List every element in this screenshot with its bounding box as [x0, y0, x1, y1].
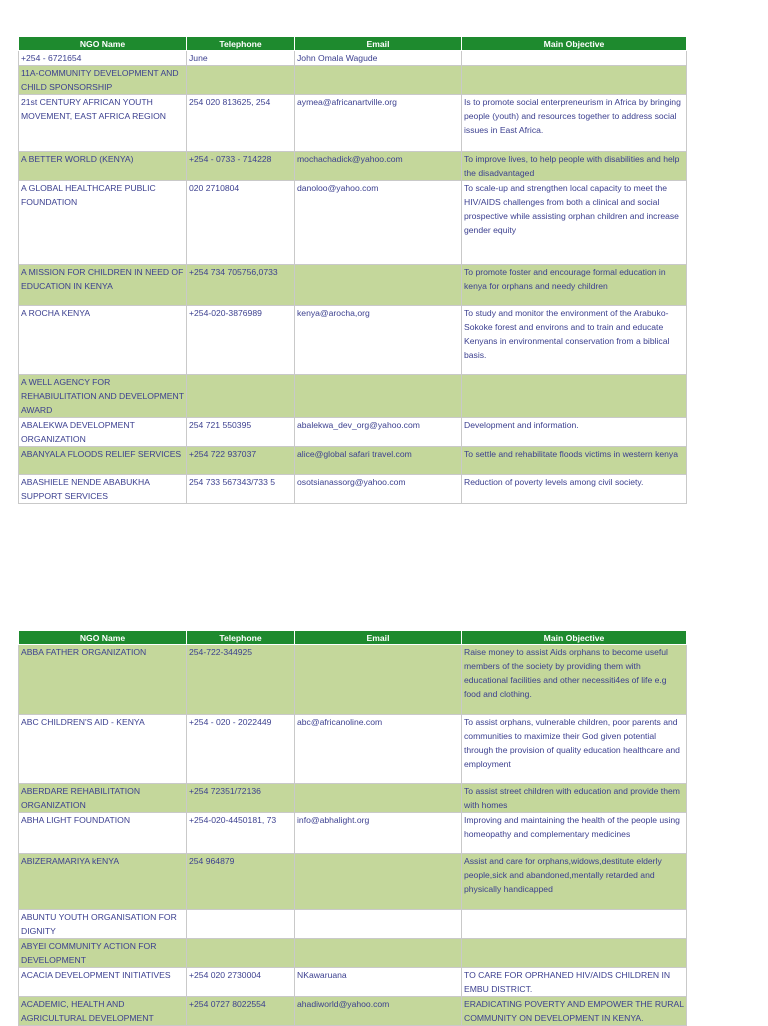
table-row [19, 152, 687, 181]
cell-telephone [187, 910, 295, 939]
table-row [19, 997, 687, 1026]
table-row [19, 968, 687, 997]
column-header-ngo-name: NGO Name [19, 37, 187, 51]
cell-email: danoloo@yahoo.com [295, 181, 462, 265]
cell-ngo-name: ABBA FATHER ORGANIZATION [19, 645, 187, 715]
column-header-ngo-name: NGO Name [19, 631, 187, 645]
cell-ngo-name: 11A-COMMUNITY DEVELOPMENT AND CHILD SPONSORSHIP [19, 66, 187, 95]
cell-email: abalekwa_dev_org@yahoo.com [295, 418, 462, 447]
cell-telephone [187, 375, 295, 418]
ngo-table-1 [18, 36, 687, 504]
cell-telephone [187, 939, 295, 968]
cell-ngo-name: +254 - 6721654 [19, 51, 187, 66]
cell-ngo-name: ABC CHILDREN'S AID - KENYA [19, 715, 187, 784]
cell-main-objective [462, 375, 687, 418]
table-row [19, 475, 687, 504]
cell-email [295, 375, 462, 418]
cell-main-objective: To assist street children with education and provide them with homes [462, 784, 687, 813]
table-row [19, 306, 687, 375]
cell-main-objective [462, 939, 687, 968]
cell-email [295, 939, 462, 968]
cell-main-objective: Development and information. [462, 418, 687, 447]
column-header-email: Email [295, 631, 462, 645]
cell-ngo-name: ABIZERAMARIYA kENYA [19, 854, 187, 910]
cell-ngo-name: A BETTER WORLD (KENYA) [19, 152, 187, 181]
cell-telephone: June [187, 51, 295, 66]
cell-main-objective: Assist and care for orphans,widows,destitute elderly people,sick and abandoned,mentally retarded and physically handicapped [462, 854, 687, 910]
cell-email: info@abhalight.org [295, 813, 462, 854]
table-row [19, 784, 687, 813]
cell-email: ahadiworld@yahoo.com [295, 997, 462, 1026]
cell-main-objective: To study and monitor the environment of the Arabuko-Sokoke forest and environs and to train and educate Kenyans in environmental conservation from a biblical basis. [462, 306, 687, 375]
cell-main-objective: To scale-up and strengthen local capacity to meet the HIV/AIDS challenges from both a clinical and social prospective while assisting orphan children and increase gender equity [462, 181, 687, 265]
cell-main-objective: To improve lives, to help people with disabilities and help the disadvantaged [462, 152, 687, 181]
cell-ngo-name: A ROCHA KENYA [19, 306, 187, 375]
column-header-main-objective: Main Objective [462, 37, 687, 51]
cell-email [295, 854, 462, 910]
cell-telephone: 020 2710804 [187, 181, 295, 265]
ngo-table-2 [18, 630, 687, 1026]
table-row [19, 66, 687, 95]
cell-main-objective [462, 51, 687, 66]
cell-telephone: +254 722 937037 [187, 447, 295, 475]
cell-ngo-name: A GLOBAL HEALTHCARE PUBLIC FOUNDATION [19, 181, 187, 265]
cell-ngo-name: A WELL AGENCY FOR REHABIULITATION AND DEVELOPMENT AWARD [19, 375, 187, 418]
table-row [19, 447, 687, 475]
column-header-main-objective: Main Objective [462, 631, 687, 645]
cell-email [295, 66, 462, 95]
cell-main-objective: Reduction of poverty levels among civil society. [462, 475, 687, 504]
cell-telephone: +254 72351/72136 [187, 784, 295, 813]
cell-ngo-name: ABALEKWA DEVELOPMENT ORGANIZATION [19, 418, 187, 447]
cell-telephone: +254 - 020 - 2022449 [187, 715, 295, 784]
cell-email: aymea@africanartville.org [295, 95, 462, 152]
cell-ngo-name: ACADEMIC, HEALTH AND AGRICULTURAL DEVELOPMENT [19, 997, 187, 1026]
cell-main-objective: To settle and rehabilitate floods victims in western kenya [462, 447, 687, 475]
cell-email: John Omala Wagude [295, 51, 462, 66]
cell-ngo-name: ACACIA DEVELOPMENT INITIATIVES [19, 968, 187, 997]
column-header-telephone: Telephone [187, 37, 295, 51]
cell-main-objective: Raise money to assist Aids orphans to become useful members of the society by providing them with educational facilities and other necessiti4es of life e.g food and clothing. [462, 645, 687, 715]
cell-ngo-name: 21st CENTURY AFRICAN YOUTH MOVEMENT, EAST AFRICA REGION [19, 95, 187, 152]
cell-ngo-name: A MISSION FOR CHILDREN IN NEED OF EDUCATION IN KENYA [19, 265, 187, 306]
cell-telephone: +254 020 2730004 [187, 968, 295, 997]
cell-main-objective: To assist orphans, vulnerable children, poor parents and communities to maximize their God given potential through the provision of quality education healthcare and employment [462, 715, 687, 784]
cell-telephone: 254 721 550395 [187, 418, 295, 447]
table-row [19, 418, 687, 447]
cell-telephone: +254 - 0733 - 714228 [187, 152, 295, 181]
cell-email [295, 784, 462, 813]
cell-telephone: 254 020 813625, 254 [187, 95, 295, 152]
table-header-row [19, 631, 687, 645]
cell-email [295, 265, 462, 306]
cell-main-objective: To promote foster and encourage formal education in kenya for orphans and needy children [462, 265, 687, 306]
cell-main-objective: ERADICATING POVERTY AND EMPOWER THE RURAL COMMUNITY ON DEVELOPMENT IN KENYA. [462, 997, 687, 1026]
table-row [19, 51, 687, 66]
cell-ngo-name: ABUNTU YOUTH ORGANISATION FOR DIGNITY [19, 910, 187, 939]
cell-email: mochachadick@yahoo.com [295, 152, 462, 181]
cell-main-objective [462, 66, 687, 95]
table-row [19, 910, 687, 939]
table-row [19, 939, 687, 968]
cell-telephone: +254-020-3876989 [187, 306, 295, 375]
table-row [19, 95, 687, 152]
cell-email: alice@global safari travel.com [295, 447, 462, 475]
table-row [19, 813, 687, 854]
table-row [19, 265, 687, 306]
table-row [19, 645, 687, 715]
column-header-telephone: Telephone [187, 631, 295, 645]
table-header-row [19, 37, 687, 51]
cell-telephone: 254-722-344925 [187, 645, 295, 715]
table-row [19, 854, 687, 910]
cell-main-objective: Improving and maintaining the health of the people using homeopathy and complementary medicines [462, 813, 687, 854]
cell-ngo-name: ABYEI COMMUNITY ACTION FOR DEVELOPMENT [19, 939, 187, 968]
cell-email [295, 645, 462, 715]
cell-email [295, 910, 462, 939]
cell-ngo-name: ABERDARE REHABILITATION ORGANIZATION [19, 784, 187, 813]
cell-main-objective: Is to promote social enterpreneurism in Africa by bringing people (youth) and resources together to address social issues in East Africa. [462, 95, 687, 152]
cell-telephone: +254 0727 8022554 [187, 997, 295, 1026]
cell-ngo-name: ABANYALA FLOODS RELIEF SERVICES [19, 447, 187, 475]
cell-main-objective [462, 910, 687, 939]
table-row [19, 181, 687, 265]
column-header-email: Email [295, 37, 462, 51]
cell-email: osotsianassorg@yahoo.com [295, 475, 462, 504]
cell-ngo-name: ABASHIELE NENDE ABABUKHA SUPPORT SERVICES [19, 475, 187, 504]
cell-email: abc@africanoline.com [295, 715, 462, 784]
cell-main-objective: TO CARE FOR OPRHANED HIV/AIDS CHILDREN IN EMBU DISTRICT. [462, 968, 687, 997]
cell-telephone: +254-020-4450181, 73 [187, 813, 295, 854]
cell-ngo-name: ABHA LIGHT FOUNDATION [19, 813, 187, 854]
cell-email: kenya@arocha,org [295, 306, 462, 375]
cell-telephone: 254 733 567343/733 5 [187, 475, 295, 504]
table-row [19, 375, 687, 418]
cell-telephone: +254 734 705756,0733 [187, 265, 295, 306]
cell-email: NKawaruana [295, 968, 462, 997]
cell-telephone [187, 66, 295, 95]
cell-telephone: 254 964879 [187, 854, 295, 910]
table-row [19, 715, 687, 784]
